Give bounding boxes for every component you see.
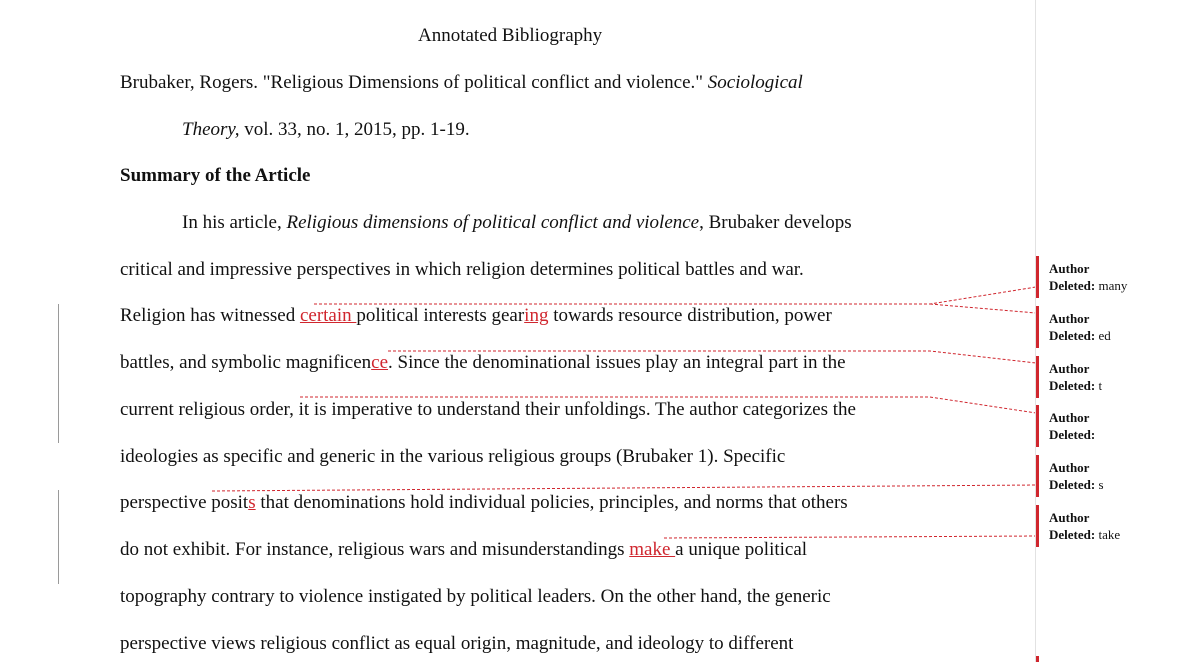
tracked-insertion[interactable]: s (248, 492, 256, 513)
tracked-insertion[interactable]: make (629, 539, 676, 560)
paragraph-line: perspective views religious conflict as equal origin, magnitude, and ideology to different (120, 633, 794, 654)
article-title: Religious dimensions of political conflict and violence (286, 212, 700, 233)
journal-name: Sociological (707, 72, 803, 93)
revision-author: Author (1049, 510, 1090, 525)
document-title: Annotated Bibliography (418, 25, 603, 46)
text-run: a unique political (675, 539, 808, 560)
paragraph-line: critical and impressive perspectives in which religion determines political battles and war. (120, 259, 804, 280)
paragraph-line: ideologies as specific and generic in the various religious groups (Brubaker 1). Specific (120, 446, 786, 467)
revision-author: Author (1049, 410, 1090, 425)
citation-text: Brubaker, Rogers. "Religious Dimensions of political conflict and violence." (120, 72, 708, 93)
revision-text: s (1095, 477, 1104, 492)
revision-balloon[interactable] (1036, 455, 1186, 497)
revision-type: Deleted: (1049, 278, 1096, 293)
revision-text: t (1095, 378, 1103, 393)
text-run: that denominations hold individual policies, principles, and norms that others (255, 492, 848, 513)
revision-balloon[interactable] (1036, 306, 1186, 348)
section-heading: Summary of the Article (120, 165, 311, 186)
text-run: political interests gear (356, 305, 525, 326)
text-run: battles, and symbolic magnificen (120, 352, 372, 373)
revision-balloon[interactable] (1036, 405, 1186, 447)
leader-line (388, 351, 1036, 363)
citation-details: vol. 33, no. 1, 2015, pp. 1-19. (239, 119, 470, 140)
revision-type: Deleted: (1049, 328, 1096, 343)
text-run: do not exhibit. For instance, religious wars and misunderstandings (120, 539, 630, 560)
leader-line (300, 397, 1036, 413)
leader-line (212, 485, 1036, 491)
revision-author: Author (1049, 361, 1090, 376)
revision-text: take (1095, 527, 1121, 542)
revision-text: ed (1095, 328, 1111, 343)
revision-balloon[interactable] (1036, 505, 1186, 547)
tracked-insertion[interactable]: certain (299, 305, 357, 326)
text-run: . Since the denominational issues play an integral part in the (388, 352, 846, 373)
revision-type: Deleted: (1049, 427, 1096, 442)
tracked-insertion[interactable]: ing (524, 305, 549, 326)
revision-balloon[interactable] (1036, 256, 1186, 298)
revision-author: Author (1049, 460, 1090, 475)
revision-balloon-edge (1036, 656, 1039, 662)
paragraph-line: current religious order, it is imperative to understand their unfoldings. The author categorizes the (120, 399, 856, 420)
revision-type: Deleted: (1049, 378, 1096, 393)
revision-author: Author (1049, 311, 1090, 326)
text-run: perspective posit (120, 492, 249, 513)
text-run: In his article, (182, 212, 287, 233)
revision-type: Deleted: (1049, 527, 1096, 542)
leader-line (664, 536, 1036, 538)
revision-type: Deleted: (1049, 477, 1096, 492)
text-run: Religion has witnessed (120, 305, 300, 326)
revision-balloon[interactable] (1036, 356, 1186, 398)
text-run: , Brubaker develops (699, 212, 852, 233)
leader-line (314, 287, 1036, 304)
paragraph-line: topography contrary to violence instigated by political leaders. On the other hand, the generic (120, 586, 831, 607)
leader-line (930, 304, 1036, 313)
revision-author: Author (1049, 261, 1090, 276)
journal-name-cont: Theory, (182, 119, 240, 140)
revision-text: many (1095, 278, 1128, 293)
text-run: towards resource distribution, power (548, 305, 832, 326)
tracked-insertion[interactable]: ce (371, 352, 389, 373)
